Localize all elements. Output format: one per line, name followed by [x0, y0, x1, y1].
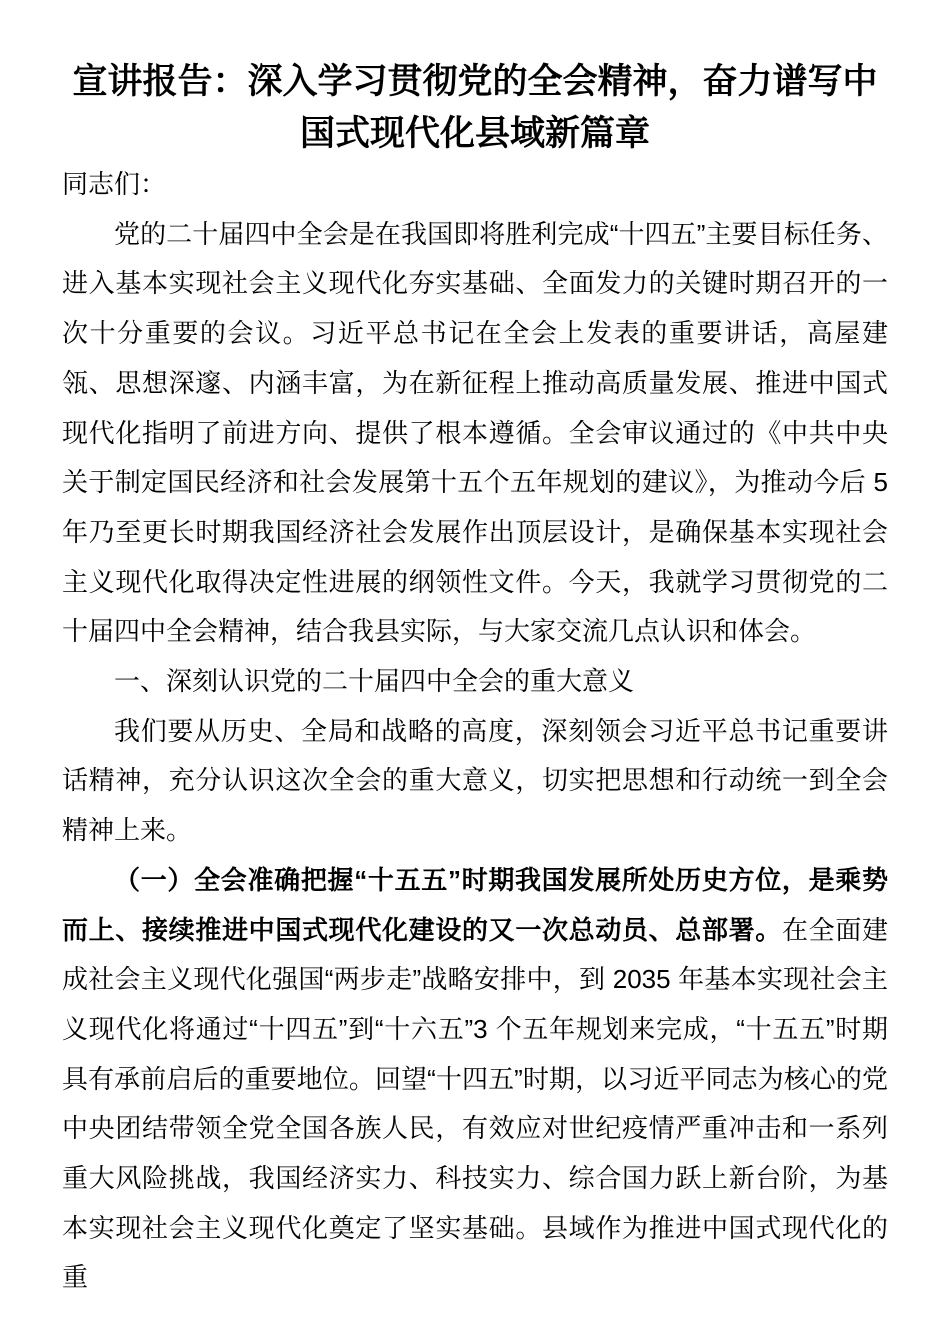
- document-body: [62, 160, 888, 1303]
- subsection-1-bold-lead: （一）全会准确把握“十五五”时期我国发展所处历史方位，是乘势而上、接续推进中国式现代化建设的又一次总动员、总部署。: [62, 864, 888, 945]
- section-heading-1: 一、深刻认识党的二十届四中全会的重大意义: [114, 666, 635, 697]
- paragraph-subsection-1: [62, 856, 888, 1303]
- paragraph-overview: 我们要从历史、全局和战略的高度，深刻领会习近平总书记重要讲话精神，充分认识这次全会的重大意义，切实把思想和行动统一到全会精神上来。: [62, 715, 888, 846]
- document-title: [62, 56, 888, 160]
- salutation: 同志们：: [62, 169, 167, 199]
- subsection-1-body-text: 在全面建成社会主义现代化强国“两步走”战略安排中，到 2035 年基本实现社会主义现代化将通过“十四五”到“十六五”3 个五年规划来完成，“十五五”时期具有承前启后的重要地位。回望“十四五”时期，以习近平同志为核心的党中央团结带领全党全国各族人民，有效应对世纪疫情严重冲击和一系列重大风险挑战，我国经济实力、科技实力、综合国力跃上新台阶，为基本实现社会主义现代化奠定了坚实基础。县域作为推进中国式现代化的重: [62, 914, 888, 1293]
- document-title-line-1: 宣讲报告：深入学习贯彻党的全会精神，奋力谱写中: [72, 62, 878, 101]
- document-title-line-2: 国式现代化县域新篇章: [299, 114, 650, 153]
- paragraph-intro: 党的二十届四中全会是在我国即将胜利完成“十四五”主要目标任务、进入基本实现社会主义现代化夯实基础、全面发力的关键时期召开的一次十分重要的会议。习近平总书记在全会上发表的重要讲话，高屋建瓴、思想深邃、内涵丰富，为在新征程上推动高质量发展、推进中国式现代化指明了前进方向、提供了根本遵循。全会审议通过的《中共中央关于制定国民经济和社会发展第十五个五年规划的建议》，为推动今后 5 年乃至更长时期我国经济社会发展作出顶层设计，是确保基本实现社会主义现代化取得决定性进展的纲领性文件。今天，我就学习贯彻党的二十届四中全会精神，结合我县实际，与大家交流几点认识和体会。: [62, 218, 888, 647]
